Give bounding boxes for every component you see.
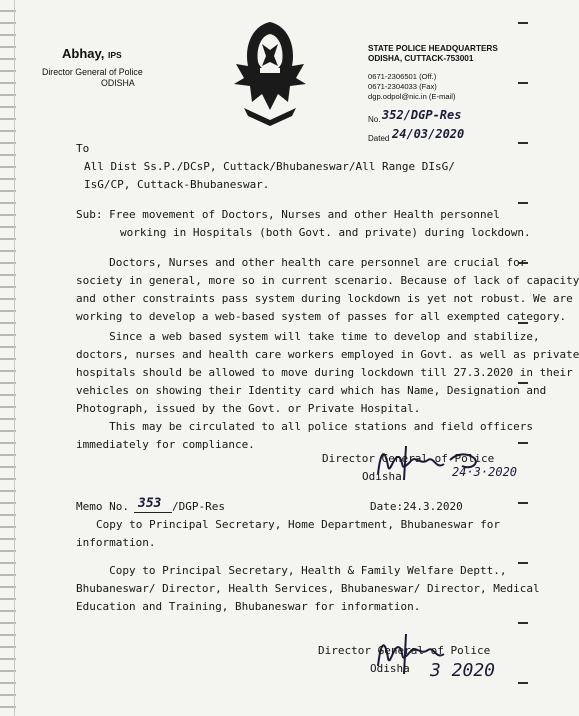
- paragraph-line: doctors, nurses and health care workers employed in Govt. as well as private: [76, 348, 579, 361]
- signatory-designation: Director General of Police: [318, 644, 491, 657]
- letter-date-value: 24/03/2020: [392, 127, 465, 141]
- paragraph-line: society in general, more so in current scenario. Because of lack of capacity: [76, 274, 579, 287]
- signatory-place: Odisha: [370, 662, 410, 675]
- copy-line: information.: [76, 536, 156, 549]
- office-name: STATE POLICE HEADQUARTERS: [368, 44, 498, 53]
- memo-underline: [134, 512, 172, 513]
- memo-label: Memo No.: [76, 500, 129, 513]
- paragraph-line: immediately for compliance.: [76, 438, 255, 451]
- memo-suffix: /DGP-Res: [172, 500, 225, 513]
- address-line: All Dist Ss.P./DCsP, Cuttack/Bhubaneswar/All Range DIsG/: [84, 160, 455, 173]
- subject-line: Sub: Free movement of Doctors, Nurses and other Health personnel: [76, 208, 500, 221]
- copy-line: Education and Training, Bhubaneswar for information.: [76, 600, 421, 613]
- svg-text:3 2020: 3 2020: [430, 660, 496, 681]
- letter-date-label: Dated: [368, 134, 390, 143]
- to-label: To: [76, 142, 90, 155]
- subject-line: working in Hospitals (both Govt. and private) during lockdown.: [120, 226, 531, 239]
- letter-no-label: No.: [368, 115, 381, 124]
- officer-state: ODISHA: [101, 78, 135, 88]
- scan-left-edge: [0, 0, 16, 716]
- paragraph-line: working to develop a web-based system of passes for all exempted category.: [76, 310, 567, 323]
- address-line: IsG/CP, Cuttack-Bhubaneswar.: [84, 178, 270, 191]
- memo-number: 353: [138, 496, 162, 511]
- copy-line: Copy to Principal Secretary, Health & Family Welfare Deptt.,: [76, 564, 507, 577]
- copy-line: Bhubaneswar/ Director, Health Services, Bhubaneswar/ Director, Medical: [76, 582, 540, 595]
- officer-name: Abhay, IPS: [62, 46, 122, 61]
- phone-office: 0671-2306501 (Off.): [368, 72, 437, 81]
- paragraph-line: Photograph, issued by the Govt. or Private Hospital.: [76, 402, 421, 415]
- paragraph-line: Since a web based system will take time to develop and stabilize,: [76, 330, 540, 343]
- officer-designation: Director General of Police: [42, 67, 143, 77]
- office-address: ODISHA, CUTTACK-753001: [368, 54, 474, 63]
- phone-fax: 0671-2304033 (Fax): [368, 82, 437, 91]
- paragraph-line: hospitals should be allowed to move during lockdown till 27.3.2020 in their: [76, 366, 573, 379]
- paragraph-line: Doctors, Nurses and other health care personnel are crucial for: [76, 256, 527, 269]
- copy-line: Copy to Principal Secretary, Home Department, Bhubaneswar for: [96, 518, 500, 531]
- police-emblem-icon: [222, 16, 318, 128]
- svg-text:24·3·2020: 24·3·2020: [452, 465, 518, 479]
- email-address: dgp.odpol@nic.in (E-mail): [368, 92, 456, 101]
- signatory-place: Odisha: [362, 470, 402, 483]
- paragraph-line: and other constraints pass system during lockdown is yet not robust. We are: [76, 292, 573, 305]
- letter-no-value: 352/DGP-Res: [382, 108, 462, 122]
- memo-date: Date:24.3.2020: [370, 500, 463, 513]
- signatory-designation: Director General of Police: [322, 452, 495, 465]
- paragraph-line: This may be circulated to all police stations and field officers: [76, 420, 533, 433]
- paragraph-line: vehicles on showing their Identity card which has Name, Designation and: [76, 384, 547, 397]
